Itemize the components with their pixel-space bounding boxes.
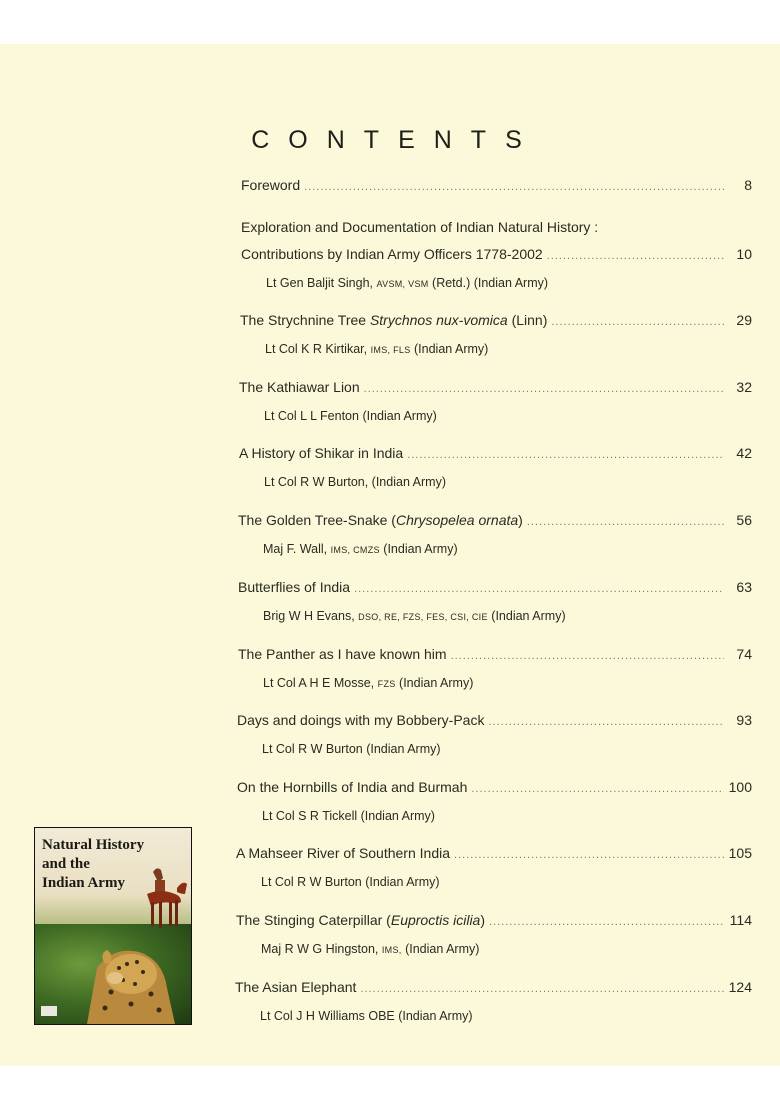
dot-leader [451, 643, 724, 670]
entry-title-text [235, 974, 356, 1001]
author-honours: FZS [377, 679, 396, 689]
entry-title: A Mahseer River of Southern India [236, 845, 451, 861]
cover-illustration [35, 828, 191, 1024]
dot-leader [551, 309, 724, 336]
book-cover-thumbnail [34, 827, 192, 1025]
entry-title-scientific-name: Euproctis icilia [390, 912, 481, 928]
author-name: Lt Col R W Burton (Indian Army) [261, 875, 440, 889]
entry-title: The Asian Elephant [235, 979, 357, 995]
page-number: 29 [736, 312, 752, 328]
dot-leader [547, 243, 724, 270]
entry-title: Exploration and Documentation of Indian Natural History : [241, 219, 599, 235]
toc-entry-title [238, 641, 752, 670]
toc-entry [238, 574, 752, 630]
entry-title-text [236, 840, 450, 867]
entry-author [238, 670, 752, 697]
cover-title-line: and the [42, 856, 90, 872]
dot-leader [454, 842, 724, 869]
entry-title-text [241, 241, 543, 268]
author-name: Lt Col K R Kirtikar, [265, 342, 368, 356]
author-name: Lt Col A H E Mosse, [263, 676, 375, 690]
page-number: 42 [736, 445, 752, 461]
author-name: Maj R W G Hingston, [261, 942, 379, 956]
publisher-logo-icon [41, 1006, 57, 1016]
author-honours: DSO, RE, FZS, FES, CSI, CIE [358, 612, 488, 622]
entry-title: Days and doings with my Bobbery-Pack [237, 712, 485, 728]
contents-heading: CONTENTS [251, 126, 541, 154]
entry-title-text [236, 907, 485, 934]
entry-title-suffix: ) [518, 512, 523, 528]
page-number: 124 [728, 979, 752, 995]
cover-title-line: Natural History [42, 837, 145, 853]
page-number: 100 [728, 779, 752, 795]
toc-entry [236, 907, 752, 963]
author-honours: IMS, CMZS [330, 545, 380, 555]
toc-entry [235, 974, 752, 1029]
toc-entry [236, 840, 752, 895]
entry-author [239, 403, 752, 429]
entry-title-text [241, 172, 300, 199]
dot-leader [489, 909, 724, 936]
entry-author [235, 1003, 752, 1029]
entry-title: A History of Shikar in India [239, 445, 404, 461]
toc-entry-title [239, 374, 752, 403]
entry-title-text [239, 440, 403, 467]
entry-title: The Golden Tree-Snake ( [238, 512, 396, 528]
entry-title: The Strychnine Tree [240, 312, 367, 328]
toc-entry-title [239, 440, 752, 469]
dot-leader [471, 776, 724, 803]
entry-title-text [237, 707, 484, 734]
toc-entry-title [237, 707, 752, 736]
toc-entry [238, 507, 752, 563]
page-number: 114 [729, 912, 752, 928]
author-honours: IMS, FLS [370, 345, 411, 355]
entry-title-scientific-name: Strychnos nux-vomica [369, 312, 508, 328]
toc-entry-title [241, 172, 752, 201]
author-name: Lt Col S R Tickell (Indian Army) [262, 809, 435, 823]
entry-title-text [241, 214, 598, 241]
document-page [0, 44, 780, 1066]
author-honours: AVSM, VSM [376, 279, 429, 289]
entry-title: The Panther as I have known him [238, 646, 447, 662]
entry-title-suffix: ) [480, 912, 486, 928]
entry-author [237, 803, 752, 829]
dot-leader [527, 509, 724, 536]
entry-title-text [239, 374, 360, 401]
page-number: 93 [736, 712, 752, 728]
toc-entry [238, 641, 752, 697]
entry-author [236, 936, 752, 963]
author-affiliation: (Indian Army) [405, 942, 480, 956]
toc-entry-title [238, 574, 752, 603]
entry-title-scientific-name: Chrysopelea ornata [395, 512, 519, 528]
dot-leader [304, 174, 724, 201]
author-name: Lt Gen Baljit Singh, [266, 276, 374, 290]
entry-author [240, 336, 752, 363]
author-affiliation: (Indian Army) [491, 609, 566, 623]
entry-author [236, 869, 752, 895]
entry-title: The Kathiawar Lion [239, 379, 360, 395]
author-name: Lt Col L L Fenton (Indian Army) [264, 409, 437, 423]
entry-title: Foreword [241, 177, 301, 193]
entry-title-text [238, 574, 350, 601]
toc-entry [241, 172, 752, 201]
page-number: 32 [736, 379, 752, 395]
page-number: 74 [736, 646, 752, 662]
page-number: 8 [744, 177, 752, 193]
entry-title: On the Hornbills of India and Burmah [237, 779, 468, 795]
toc-entry-title [236, 907, 752, 936]
entry-title-text [238, 507, 523, 534]
author-affiliation: (Indian Army) [399, 676, 474, 690]
entry-author [241, 270, 752, 297]
toc-entry-title [241, 214, 752, 241]
toc-entry [240, 307, 752, 363]
author-affiliation: (Retd.) (Indian Army) [432, 276, 549, 290]
toc-entry [237, 774, 752, 829]
entry-title: Butterflies of India [238, 579, 351, 595]
toc-entry-title [241, 241, 752, 270]
dot-leader [488, 709, 724, 736]
toc-entry-title [236, 840, 752, 869]
author-affiliation: (Indian Army) [383, 542, 458, 556]
horse-rider-icon [147, 868, 187, 928]
author-honours: IMS, [381, 945, 402, 955]
toc-entry [239, 440, 752, 495]
author-affiliation: (Indian Army) [414, 342, 489, 356]
toc-entry [241, 214, 752, 297]
entry-title: The Stinging Caterpillar ( [236, 912, 391, 928]
dot-leader [354, 576, 724, 603]
leopard-icon [87, 950, 175, 1024]
toc-entry [237, 707, 752, 762]
dot-leader [360, 976, 724, 1003]
entry-title: Contributions by Indian Army Officers 1778-2002 [241, 246, 543, 262]
toc-entry-title [235, 974, 752, 1003]
dot-leader [364, 376, 724, 403]
page-number: 105 [728, 845, 752, 861]
author-name: Lt Col J H Williams OBE (Indian Army) [260, 1009, 473, 1023]
page-number: 10 [736, 246, 752, 262]
entry-author [237, 736, 752, 762]
dot-leader [407, 442, 724, 469]
toc-entry-title [238, 507, 752, 536]
author-name: Maj F. Wall, [263, 542, 328, 556]
entry-title-text [237, 774, 467, 801]
author-name: Brig W H Evans, [263, 609, 355, 623]
toc-entry [239, 374, 752, 429]
page-number: 63 [736, 579, 752, 595]
entry-title-suffix: (Linn) [511, 312, 548, 328]
author-name: Lt Col R W Burton (Indian Army) [262, 742, 441, 756]
entry-title-text [238, 641, 447, 668]
entry-author [238, 536, 752, 563]
cover-title-line: Indian Army [42, 875, 125, 891]
entry-author [239, 469, 752, 495]
entry-title-text [240, 307, 547, 334]
toc-entry-title [240, 307, 752, 336]
toc-entry-title [237, 774, 752, 803]
entry-author [238, 603, 752, 630]
author-name: Lt Col R W Burton, (Indian Army) [264, 475, 447, 489]
page-number: 56 [736, 512, 752, 528]
